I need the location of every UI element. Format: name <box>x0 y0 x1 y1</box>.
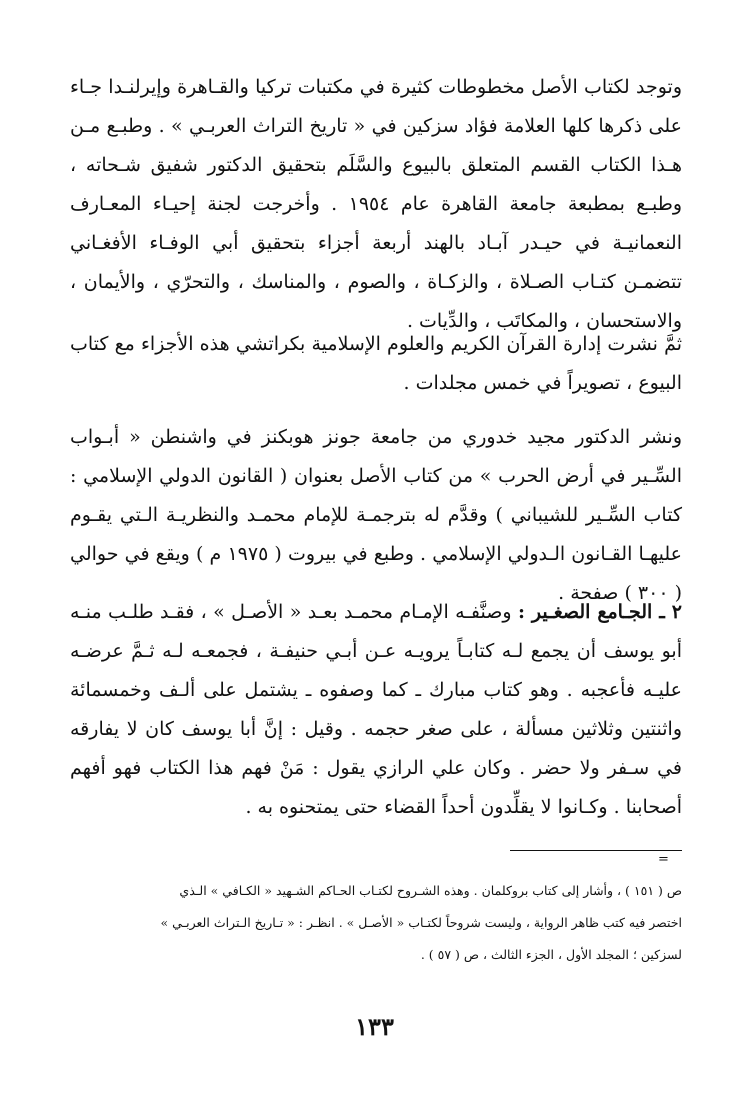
main-text-block-3 <box>70 418 682 613</box>
page-number: ١٣٣ <box>355 1012 394 1041</box>
paragraph-khadduri-edition: ونشر الدكتور مجيد خدوري من جامعة جونز هوبكنز في واشنطن « أبـواب السِّـير في أرض الحرب » من كتاب الأصل بعنوان ( القانون الدولي الإسلامي : كتاب السِّـير للشيباني ) وقدَّم له بترجمـة للإمام محمـد والنظريـة الـتي يقـوم عليهـا القـانون الـدولي الإسلامي . وطبع في بيروت ( ١٩٧٥ م ) ويقع في حوالي ( ٣٠٠ ) صفحة . <box>70 426 682 604</box>
footnote-line-1: ص ( ١٥١ ) ، وأشار إلى كتاب بروكلمان . وهذه الشـروح لكتـاب الحـاكم الشـهيد « الكـافي » الـذي <box>179 883 682 898</box>
footnotes-block <box>70 875 682 971</box>
footnote-continuation-mark: = <box>658 852 669 867</box>
main-text-block <box>70 68 682 341</box>
main-text-block-2 <box>70 325 682 403</box>
footnote-line-3: لسزكين ؛ المجلد الأول ، الجزء الثالث ، ص ( ٥٧ ) . <box>420 947 682 962</box>
footnote-divider <box>510 850 682 851</box>
main-text-block-4 <box>70 593 682 827</box>
footnote-line-2: اختصر فيه كتب ظاهر الرواية ، وليست شروحاً لكتـاب « الأصـل » . انظـر : « تـاريخ الـتراث العربـي » <box>160 915 682 930</box>
section-heading-jami-saghir: ٢ ـ الجـامع الصغـير : <box>517 601 682 623</box>
paragraph-karachi-edition: ثمَّ نشرت إدارة القرآن الكريم والعلوم الإسلامية بكراتشي هذه الأجزاء مع كتاب البيوع ، تصويراً في خمس مجلدات . <box>70 333 682 394</box>
paragraph-jami-saghir <box>70 593 682 827</box>
paragraph-jami-saghir-body: وصنَّفـه الإمـام محمـد بعـد « الأصـل » ، فقـد طلـب منـه أبو يوسف أن يجمع لـه كتابـاً يرويـه عـن أبـي حنيفـة ، فجمعـه لـه ثـمَّ عرضـه عليـه فأعجبه . وهو كتاب مبارك ـ كما وصفوه ـ يشتمل على ألـف وخمسمائة واثنتين وثلاثين مسألة ، على صغر حجمه . وقيل : إنَّ أبا يوسف كان لا يفارقه في سـفر ولا حضر . وكان علي الرازي يقول : مَنْ فهم هذا الكتاب فهو أفهم أصحابنا . وكـانوا لا يقلِّدون أحداً القضاء حتى يمتحنوه به . <box>70 601 682 818</box>
paragraph-manuscripts: وتوجد لكتاب الأصل مخطوطات كثيرة في مكتبات تركيا والقـاهرة وإيرلنـدا جـاء على ذكرها كلها العلامة فؤاد سزكين في « تاريخ التراث العربـي » . وطبـع مـن هـذا الكتاب القسم المتعلق بالبيوع والسَّلَم بتحقيق الدكتور شفيق شـحاته ، وطبـع بمطبعة جامعة القاهرة عام ١٩٥٤ . وأخرجت لجنة إحيـاء المعـارف النعمانيـة في حيـدر آبـاد بالهند أربعة أجزاء بتحقيق أبي الوفـاء الأفغـاني تتضمـن كتـاب الصـلاة ، والزكـاة ، والصوم ، والمناسك ، والتحرّي ، والأيمان ، والاستحسان ، والمكاتَب ، والدِّيات . <box>70 76 682 332</box>
